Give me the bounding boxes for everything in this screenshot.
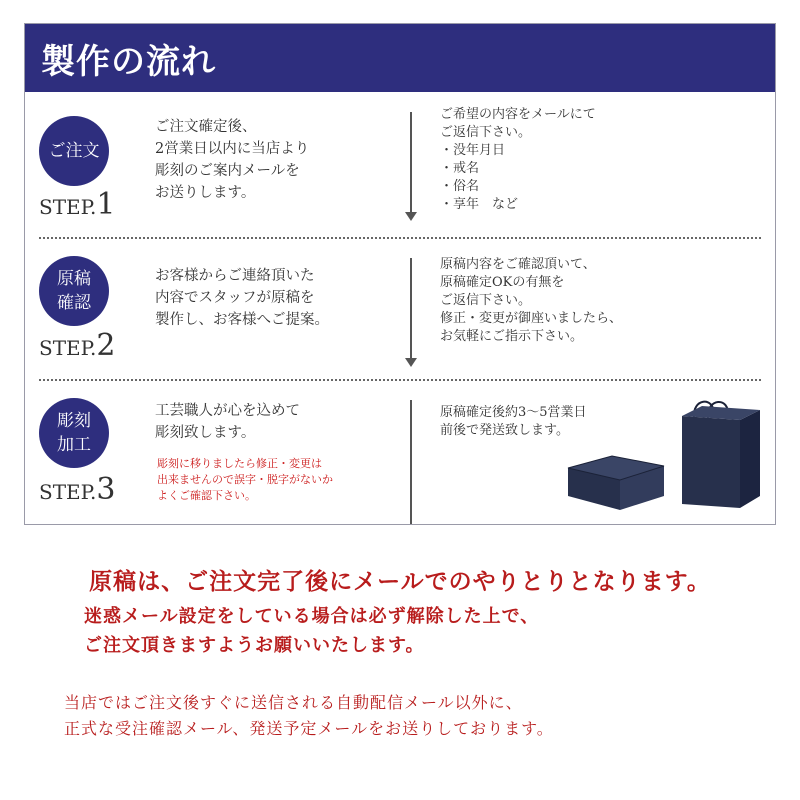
step-2-description: お客様からご連絡頂いた 内容でスタッフが原稿を 製作し、お客様へご提案。 — [155, 268, 329, 328]
step-2-badge: 原稿 確認 — [39, 256, 109, 326]
step-3-warning: 彫刻に移りましたら修正・変更は 出来ませんので誤字・脱字がないか よくご確認下さい。 — [157, 457, 333, 502]
notice-main: 原稿は、ご注文完了後にメールでのやりとりとなります。 — [89, 568, 711, 595]
header-bar — [25, 24, 775, 92]
notice-sub: 迷惑メール設定をしている場合は必ず解除した上で、 ご注文頂きますようお願いいたします。 — [84, 606, 540, 656]
step-1-description: ご注文確定後、 2営業日以内に当店より 彫刻のご案内メールを お送りします。 — [155, 119, 310, 201]
step-1-note: ご希望の内容をメールにて ご返信下さい。 ・没年月日 ・戒名 ・俗名 ・享年 など — [440, 107, 596, 212]
step-3-note: 原稿確定後約3～5営業日 前後で発送致します。 — [440, 405, 587, 438]
page-title: 製作の流れ — [41, 42, 216, 82]
notice-info: 当店ではご注文後すぐに送信される自動配信メール以外に、 正式な受注確認メール、発送予定メールをお送りしております。 — [64, 693, 554, 738]
step-1-label: STEP.1 — [39, 187, 116, 222]
step-3-badge: 彫刻 加工 — [39, 398, 109, 468]
step-1-badge: ご注文 — [39, 116, 109, 186]
divider-line — [403, 400, 419, 524]
step-2 — [25, 242, 775, 382]
shopping-bag-icon — [656, 392, 766, 512]
gift-box-icon — [560, 446, 670, 516]
step-divider — [39, 237, 761, 239]
step-1 — [25, 92, 775, 232]
down-arrow-icon — [403, 112, 419, 222]
down-arrow-icon — [403, 258, 419, 368]
step-divider — [39, 379, 761, 381]
step-3-label: STEP.3 — [39, 472, 116, 507]
step-3-description: 工芸職人が心を込めて 彫刻致します。 — [155, 403, 300, 441]
step-2-note: 原稿内容をご確認頂いて、 原稿確定OKの有無を ご返信下さい。 修正・変更が御座いましたら、 お気軽にご指示下さい。 — [440, 257, 623, 344]
step-2-label: STEP.2 — [39, 328, 116, 363]
